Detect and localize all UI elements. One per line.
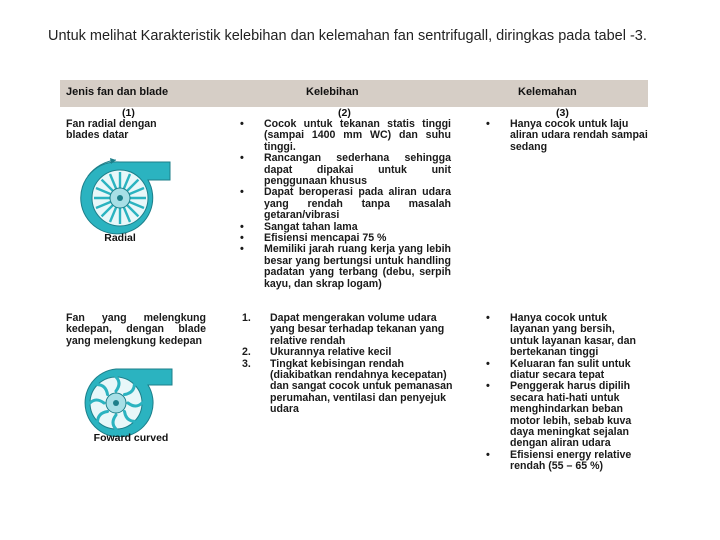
radial-fan-icon: [70, 158, 182, 238]
item-number: 1.: [242, 312, 251, 324]
list-item: • Penggerak harus dipilih secara hati-hati untuk menghindarkan beban motor lebih, sebab kuva daya meningkat sejalan dengan aliran udara: [482, 381, 642, 449]
list-item: • Rancangan sederhana sehingga dapat dipakai untuk unit penggunaan khusus: [236, 153, 451, 187]
table-header-row: [60, 80, 648, 107]
list-item: [242, 313, 454, 347]
list-item: • Sangat tahan lama: [236, 222, 451, 233]
list-item: [242, 359, 454, 416]
item-text: Tingkat kebisingan rendah (diakibatkan rendahnya kecepatan) dan sangat cocok untuk pemanasan perumahan, ventilasi dan penyejuk udara: [270, 357, 453, 416]
item-text: Ukurannya relative kecil: [270, 346, 392, 359]
forward-curved-figure-label: Foward curved: [93, 432, 169, 444]
row2-fan-type: Fan yang melengkung kedepan, dengan blade yang melengkung kedepan: [66, 312, 206, 347]
intro-paragraph: Untuk melihat Karakteristik kelebihan dan kelemahan fan sentrifugall, diringkas pada tabel -3.: [48, 28, 647, 44]
list-item: • Keluaran fan sulit untuk diatur secara tepat: [482, 359, 642, 382]
radial-figure-label: Radial: [104, 232, 136, 244]
row1-disadvantages-list: [482, 119, 650, 153]
item-number: 2.: [242, 346, 251, 359]
list-item: • Hanya cocok untuk laju aliran udara rendah sampai sedang: [482, 119, 650, 153]
item-text: Dapat mengerakan volume udara yang besar terhadap tekanan yang relative rendah: [270, 312, 445, 347]
list-item: • Efisiensi energy relative rendah (55 – 65 %): [482, 450, 642, 473]
list-item: • Efisiensi mencapai 75 %: [236, 233, 451, 244]
column-number-1: (1): [122, 107, 135, 119]
row1-fan-type: Fan radial dengan blades datar: [66, 118, 157, 142]
column-number-3: (3): [556, 107, 569, 119]
list-item: • Dapat beroperasi pada aliran udara yang rendah tanpa masalah getaran/vibrasi: [236, 187, 451, 221]
row2-disadvantages-list: [482, 313, 642, 473]
header-disadvantages: Kelemahan: [518, 86, 577, 98]
header-advantages: Kelebihan: [306, 86, 359, 98]
list-item: • Memiliki jarah ruang kerja yang lebih besar yang bertungsi untuk handling padatan yang terbang (debu, serpih kayu, dan skrap logam): [236, 244, 451, 290]
row2-advantages-list: [242, 313, 454, 416]
item-number: 3.: [242, 357, 251, 370]
row1-advantages-list: [236, 119, 451, 290]
header-fan-type: Jenis fan dan blade: [66, 86, 169, 98]
list-item: • Cocok untuk tekanan statis tinggi (sampai 1400 mm WC) dan suhu tinggi.: [236, 119, 451, 153]
forward-curved-fan-icon: [68, 365, 183, 437]
characteristics-table: [60, 80, 648, 508]
list-item: • Hanya cocok untuk layanan yang bersih, untuk layanan kasar, dan bertekanan tinggi: [482, 313, 642, 359]
column-number-2: (2): [338, 107, 351, 119]
